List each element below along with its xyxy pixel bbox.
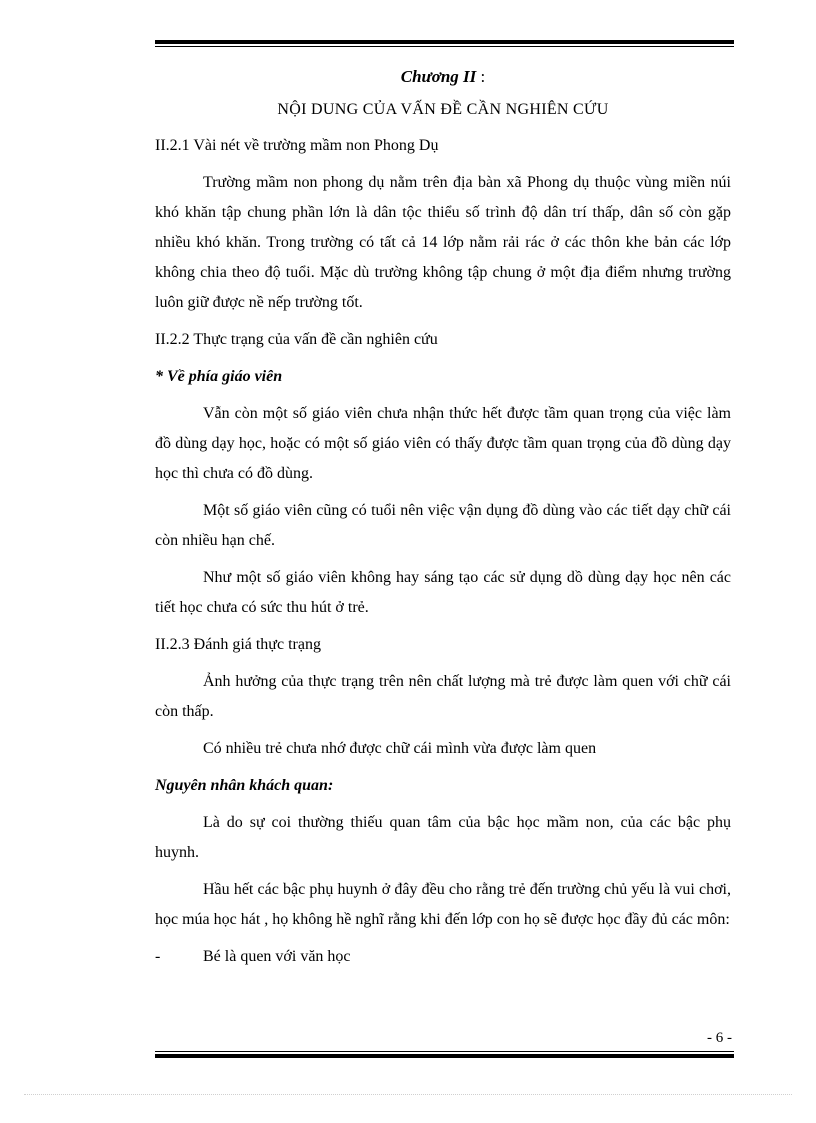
paragraph: Một số giáo viên cũng có tuổi nên việc vận dụng đồ dùng vào các tiết dạy chữ cái còn nhiều hạn chế. [155,502,731,549]
paragraph: Trường mầm non phong dụ nằm trên địa bàn xã Phong dụ thuộc vùng miền núi khó khăn tập chung phần lớn là dân tộc thiểu số trình độ dân trí thấp, dân số còn gặp nhiều khó khăn. Trong trường có tất cả 14 lớp nằm rải rác ở các thôn khe bản các lớp không chia theo độ tuổi. Mặc dù trường không tập chung ở một địa điểm nhưng trường luôn giữ được nề nếp trường tốt. [155,174,731,311]
paragraph: Hầu hết các bậc phụ huynh ở đây đều cho rằng trẻ đến trường chủ yếu là vui chơi, học múa học hát , họ không hề nghĩ rằng khi đến lớp con họ sẽ được học đầy đủ các môn: [155,881,731,928]
footer-rule [155,1051,734,1058]
chapter-title: NỘI DUNG CỦA VẤN ĐỀ CẦN NGHIÊN CỨU [277,101,609,118]
page-content [155,62,731,972]
paragraph: Như một số giáo viên không hay sáng tạo các sử dụng dồ dùng dạy học nên các tiết học chưa có sức thu hút ở trẻ. [155,569,731,616]
page-edge-divider [24,1094,792,1095]
paragraph: Ảnh hưởng của thực trạng trên nên chất lượng mà trẻ được làm quen với chữ cái còn thấp. [155,673,731,720]
section-heading-2-3: II.2.3 Đánh giá thực trạng [155,636,321,653]
paragraph: Vẫn còn một số giáo viên chưa nhận thức hết được tầm quan trọng của việc làm đồ dùng dạy học, hoặc có một số giáo viên có thấy được tầm quan trọng của đồ dùng dạy học thì chưa có đồ dùng. [155,405,731,482]
page-number: - 6 - [707,1030,732,1046]
paragraph: Có nhiều trẻ chưa nhớ được chữ cái mình vừa được làm quen [203,740,597,757]
chapter-label: Chương II : [400,67,486,86]
header-rule [155,40,734,47]
list-item [155,942,731,972]
section-heading-2-2: II.2.2 Thực trạng của vấn đề cần nghiên cứu [155,331,438,348]
paragraph: Là do sự coi thường thiếu quan tâm của bậc học mầm non, của các bậc phụ huynh. [155,814,731,861]
section-heading-2-1: II.2.1 Vài nét về trường mầm non Phong Dụ [155,137,439,154]
subheading-teachers: * Về phía giáo viên [155,368,283,385]
subheading-objective-causes: Nguyên nhân khách quan: [155,777,334,794]
list-bullet: - [155,948,161,965]
list-item-text: Bé là quen với văn học [203,948,351,965]
